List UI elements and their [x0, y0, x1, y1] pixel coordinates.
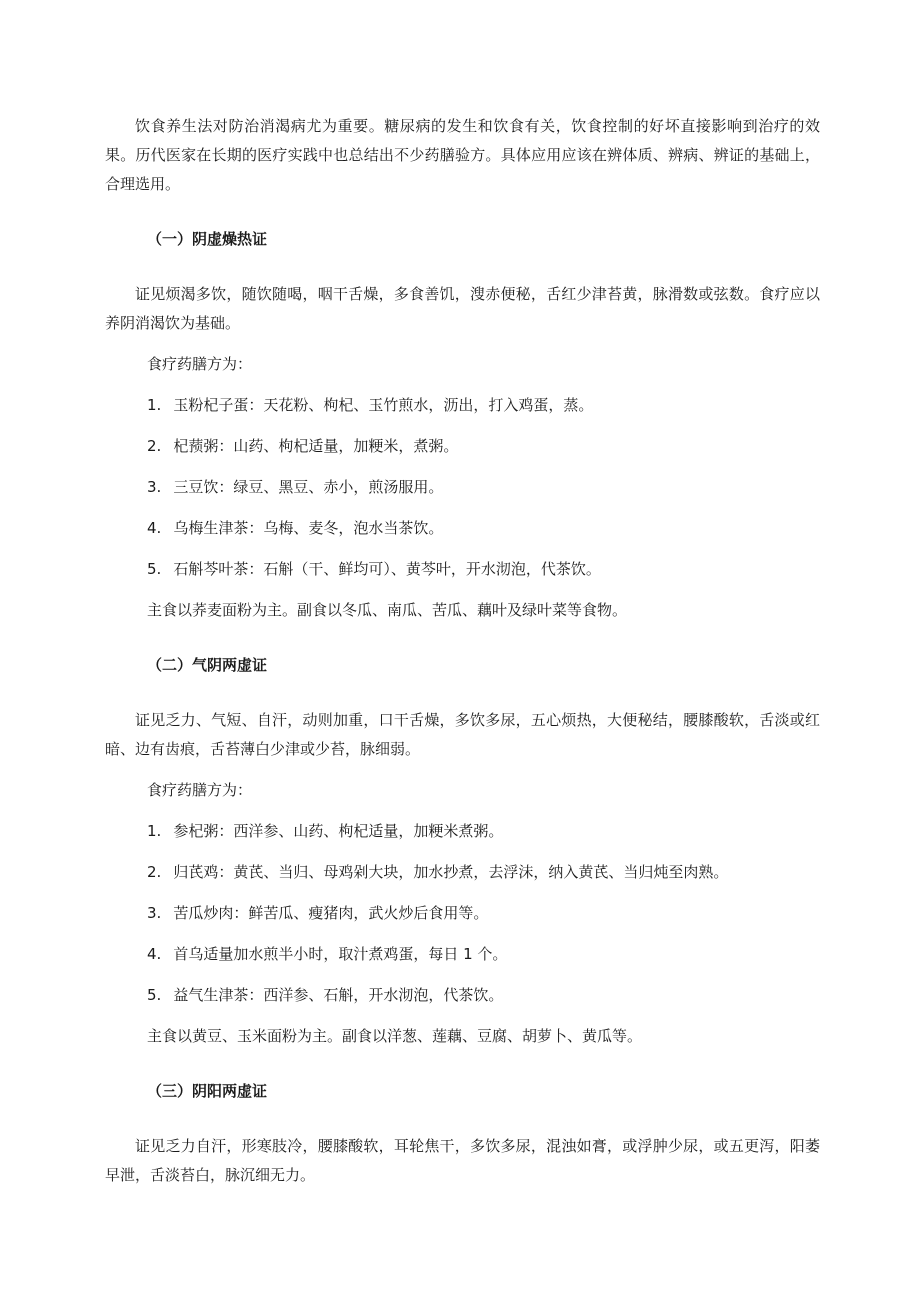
section2-recipe-5 — [105, 981, 820, 1010]
section2-recipe-1 — [105, 817, 820, 846]
section2-recipes-label: 食疗药膳方为： — [147, 781, 253, 799]
recipe-number: 1. — [147, 396, 162, 414]
intro-paragraph: 饮食养生法对防治消渴病尤为重要。糖尿病的发生和饮食有关，饮食控制的好坏直接影响到治疗的效果。历代医家在长期的医疗实践中也总结出不少药膳验方。具体应用应该在辨体质、辨病、辨证的基础上，合理选用。 — [105, 117, 820, 193]
section1-recipe-2 — [105, 432, 820, 461]
recipe-number: 5. — [147, 560, 162, 578]
section-heading-yin-yang-deficiency: （三）阴阳两虚证 — [147, 1082, 268, 1100]
recipe-number: 2. — [147, 863, 162, 881]
section2-staple-food: 主食以黄豆、玉米面粉为主。副食以洋葱、莲藕、豆腐、胡萝卜、黄瓜等。 — [147, 1027, 643, 1045]
recipe-text: 杞蓣粥：山药、枸杞适量，加粳米，煮粥。 — [173, 437, 459, 455]
recipe-text: 玉粉杞子蛋：天花粉、枸杞、玉竹煎水，沥出，打入鸡蛋，蒸。 — [173, 396, 594, 414]
recipe-text: 苦瓜炒肉：鲜苦瓜、瘦猪肉，武火炒后食用等。 — [173, 904, 489, 922]
section1-recipe-5 — [105, 555, 820, 584]
recipe-number: 4. — [147, 945, 162, 963]
recipe-number: 1. — [147, 822, 162, 840]
recipe-text: 归芪鸡：黄芪、当归、母鸡剁大块，加水抄煮，去浮沫，纳入黄芪、当归炖至肉熟。 — [173, 863, 729, 881]
section2-recipe-4 — [105, 940, 820, 969]
section3-symptoms: 证见乏力自汗，形寒肢冷，腰膝酸软，耳轮焦干，多饮多尿，混浊如膏，或浮肿少尿，或五更泻，阳萎早泄，舌淡苔白，脉沉细无力。 — [105, 1137, 820, 1184]
recipe-number: 2. — [147, 437, 162, 455]
section1-recipes-label: 食疗药膳方为： — [147, 355, 253, 373]
recipe-text: 首乌适量加水煎半小时，取汁煮鸡蛋，每日 1 个。 — [173, 945, 508, 963]
recipe-number: 5. — [147, 986, 162, 1004]
recipe-text: 三豆饮：绿豆、黑豆、赤小，煎汤服用。 — [173, 478, 444, 496]
section2-symptoms: 证见乏力、气短、自汗，动则加重，口干舌燥，多饮多尿，五心烦热，大便秘结，腰膝酸软，舌淡或红暗、边有齿痕，舌苔薄白少津或少苔，脉细弱。 — [105, 711, 820, 758]
recipe-number: 3. — [147, 478, 162, 496]
section-heading-yin-deficiency: （一）阴虚燥热证 — [147, 230, 268, 248]
section2-recipe-3 — [105, 899, 820, 928]
section1-recipe-4 — [105, 514, 820, 543]
section1-recipe-1 — [105, 391, 820, 420]
recipe-number: 4. — [147, 519, 162, 537]
recipe-text: 乌梅生津茶：乌梅、麦冬，泡水当茶饮。 — [173, 519, 444, 537]
recipe-text: 石斛芩叶茶：石斛（干、鲜均可）、黄芩叶，开水沏泡，代茶饮。 — [173, 560, 601, 578]
section1-staple-food: 主食以荞麦面粉为主。副食以冬瓜、南瓜、苦瓜、藕叶及绿叶菜等食物。 — [147, 601, 628, 619]
recipe-text: 参杞粥：西洋参、山药、枸杞适量，加粳米煮粥。 — [173, 822, 504, 840]
recipe-number: 3. — [147, 904, 162, 922]
section-heading-qi-yin-deficiency: （二）气阴两虚证 — [147, 656, 268, 674]
section1-symptoms: 证见烦渴多饮，随饮随喝，咽干舌燥，多食善饥，溲赤便秘，舌红少津苔黄，脉滑数或弦数。食疗应以养阴消渴饮为基础。 — [105, 285, 820, 332]
document-body — [105, 112, 820, 1190]
section2-recipe-2 — [105, 858, 820, 887]
recipe-text: 益气生津茶：西洋参、石斛，开水沏泡，代茶饮。 — [173, 986, 504, 1004]
section1-recipe-3 — [105, 473, 820, 502]
